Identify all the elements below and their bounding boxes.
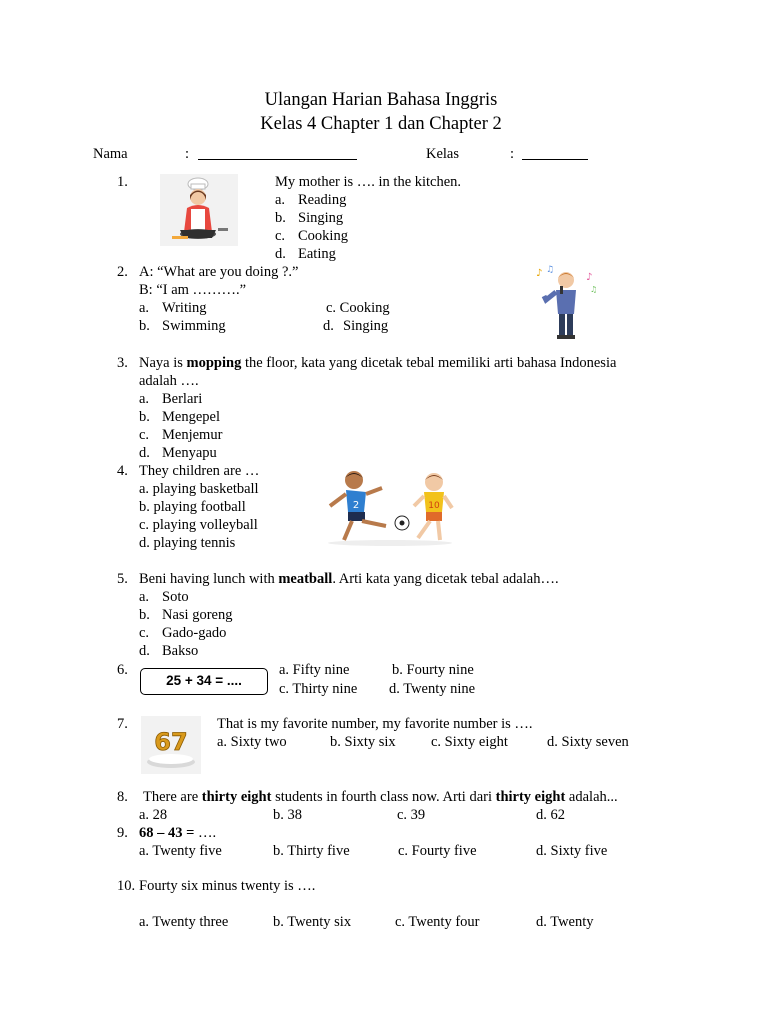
option-text[interactable]: a. playing basketball bbox=[139, 481, 259, 497]
option-letter: a. bbox=[139, 391, 150, 407]
option-letter: b. bbox=[139, 318, 150, 334]
option-text[interactable]: b. Fourty nine bbox=[392, 662, 474, 678]
option-text[interactable]: Cooking bbox=[298, 228, 348, 244]
page-subtitle: Kelas 4 Chapter 1 dan Chapter 2 bbox=[260, 114, 502, 134]
option-text[interactable]: d. 62 bbox=[536, 807, 565, 823]
option-text[interactable]: Gado-gado bbox=[162, 625, 227, 641]
option-text[interactable]: Mengepel bbox=[162, 409, 220, 425]
option-text[interactable]: Singing bbox=[298, 210, 344, 226]
question-number: 2. bbox=[117, 264, 128, 280]
option-letter: b. bbox=[139, 409, 150, 425]
svg-text:♫: ♫ bbox=[590, 285, 598, 294]
option-letter: d. bbox=[139, 445, 150, 461]
option-text[interactable]: a. Sixty two bbox=[217, 734, 287, 750]
svg-text:♫: ♫ bbox=[546, 265, 555, 275]
jersey-number-left: 2 bbox=[352, 500, 360, 511]
option-text[interactable]: a. Twenty five bbox=[139, 843, 222, 859]
option-text[interactable]: Bakso bbox=[162, 643, 199, 659]
option-text[interactable]: d. playing tennis bbox=[139, 535, 236, 551]
option-letter: c. bbox=[139, 427, 150, 443]
question-text: B: “I am ……….” bbox=[139, 282, 247, 298]
question-number: 3. bbox=[117, 355, 128, 371]
question-number: 4. bbox=[117, 463, 128, 479]
option-text[interactable]: d. Twenty bbox=[536, 914, 594, 930]
option-text[interactable]: Writing bbox=[162, 300, 207, 316]
question-text: 68 – 43 = …. bbox=[139, 825, 217, 841]
option-letter: a. bbox=[139, 300, 150, 316]
option-text[interactable]: b. Twenty six bbox=[273, 914, 352, 930]
question-text: There are thirty eight students in fourth class now. Arti dari thirty eight adalah... bbox=[143, 789, 618, 805]
option-text[interactable]: b. Sixty six bbox=[330, 734, 396, 750]
boy-singing-icon bbox=[528, 262, 608, 344]
option-text[interactable]: a. 28 bbox=[139, 807, 168, 823]
question-text: My mother is …. in the kitchen. bbox=[275, 174, 462, 190]
option-text[interactable]: c. Sixty eight bbox=[431, 734, 508, 750]
name-blank[interactable] bbox=[198, 159, 357, 160]
question-number: 10. bbox=[117, 878, 136, 894]
option-letter: a. bbox=[139, 589, 150, 605]
option-letter: d. bbox=[139, 643, 150, 659]
class-colon: : bbox=[510, 146, 515, 162]
question-number: 5. bbox=[117, 571, 128, 587]
option-text[interactable]: a. Fifty nine bbox=[279, 662, 350, 678]
jersey-number-right: 10 bbox=[428, 501, 440, 511]
option-letter: c. bbox=[275, 228, 286, 244]
number-67-text: 67 bbox=[154, 728, 188, 756]
option-text[interactable]: Menjemur bbox=[162, 427, 223, 443]
option-text[interactable]: d. Twenty nine bbox=[389, 681, 476, 697]
class-label: Kelas bbox=[426, 146, 460, 162]
question-text: That is my favorite number, my favorite number is …. bbox=[217, 716, 533, 732]
name-label: Nama bbox=[93, 146, 128, 162]
option-letter: b. bbox=[139, 607, 150, 623]
option-text[interactable]: Swimming bbox=[162, 318, 226, 334]
option-text[interactable]: b. 38 bbox=[273, 807, 302, 823]
question-number: 6. bbox=[117, 662, 128, 678]
svg-text:♪: ♪ bbox=[586, 272, 593, 283]
question-text: adalah …. bbox=[139, 373, 199, 389]
question-text: Fourty six minus twenty is …. bbox=[139, 878, 316, 894]
question-number: 1. bbox=[117, 174, 128, 190]
option-text[interactable]: d. Sixty five bbox=[536, 843, 608, 859]
option-text[interactable]: a. Twenty three bbox=[139, 914, 229, 930]
option-text[interactable]: Berlari bbox=[162, 391, 203, 407]
option-letter: c. bbox=[139, 625, 150, 641]
question-text: They children are … bbox=[139, 463, 260, 479]
class-blank[interactable] bbox=[522, 159, 588, 160]
question-text: Beni having lunch with meatball. Arti kata yang dicetak tebal adalah…. bbox=[139, 571, 559, 587]
option-text[interactable]: c. Thirty nine bbox=[279, 681, 358, 697]
option-text[interactable]: c. 39 bbox=[397, 807, 426, 823]
question-text: Naya is mopping the floor, kata yang dicetak tebal memiliki arti bahasa Indonesia bbox=[139, 355, 617, 371]
option-letter: b. bbox=[275, 210, 286, 226]
option-text[interactable]: Eating bbox=[298, 246, 336, 262]
option-letter: d. bbox=[323, 318, 334, 334]
number-67-icon bbox=[141, 716, 201, 774]
option-text[interactable]: c. Twenty four bbox=[395, 914, 480, 930]
kids-playing-football-icon bbox=[322, 466, 458, 548]
option-text[interactable]: d. Sixty seven bbox=[547, 734, 629, 750]
option-letter: d. bbox=[275, 246, 286, 262]
page-title: Ulangan Harian Bahasa Inggris bbox=[264, 90, 498, 110]
question-number: 7. bbox=[117, 716, 128, 732]
woman-cooking-icon bbox=[160, 174, 238, 246]
option-text[interactable]: b. Thirty five bbox=[273, 843, 350, 859]
option-letter: a. bbox=[275, 192, 286, 208]
name-colon: : bbox=[185, 146, 190, 162]
svg-text:♪: ♪ bbox=[536, 268, 543, 279]
option-text[interactable]: Menyapu bbox=[162, 445, 217, 461]
option-text[interactable]: c. Fourty five bbox=[398, 843, 477, 859]
option-text[interactable]: Singing bbox=[343, 318, 389, 334]
question-number: 8. bbox=[117, 789, 128, 805]
option-text[interactable]: Nasi goreng bbox=[162, 607, 233, 623]
question-number: 9. bbox=[117, 825, 128, 841]
option-text[interactable]: Reading bbox=[298, 192, 347, 208]
option-text[interactable]: b. playing football bbox=[139, 499, 246, 515]
option-text[interactable]: c. Cooking bbox=[326, 300, 390, 316]
equation-box: 25 + 34 = .... bbox=[140, 668, 268, 695]
question-text: A: “What are you doing ?.” bbox=[139, 264, 299, 280]
option-text[interactable]: Soto bbox=[162, 589, 189, 605]
option-text[interactable]: c. playing volleyball bbox=[139, 517, 258, 533]
